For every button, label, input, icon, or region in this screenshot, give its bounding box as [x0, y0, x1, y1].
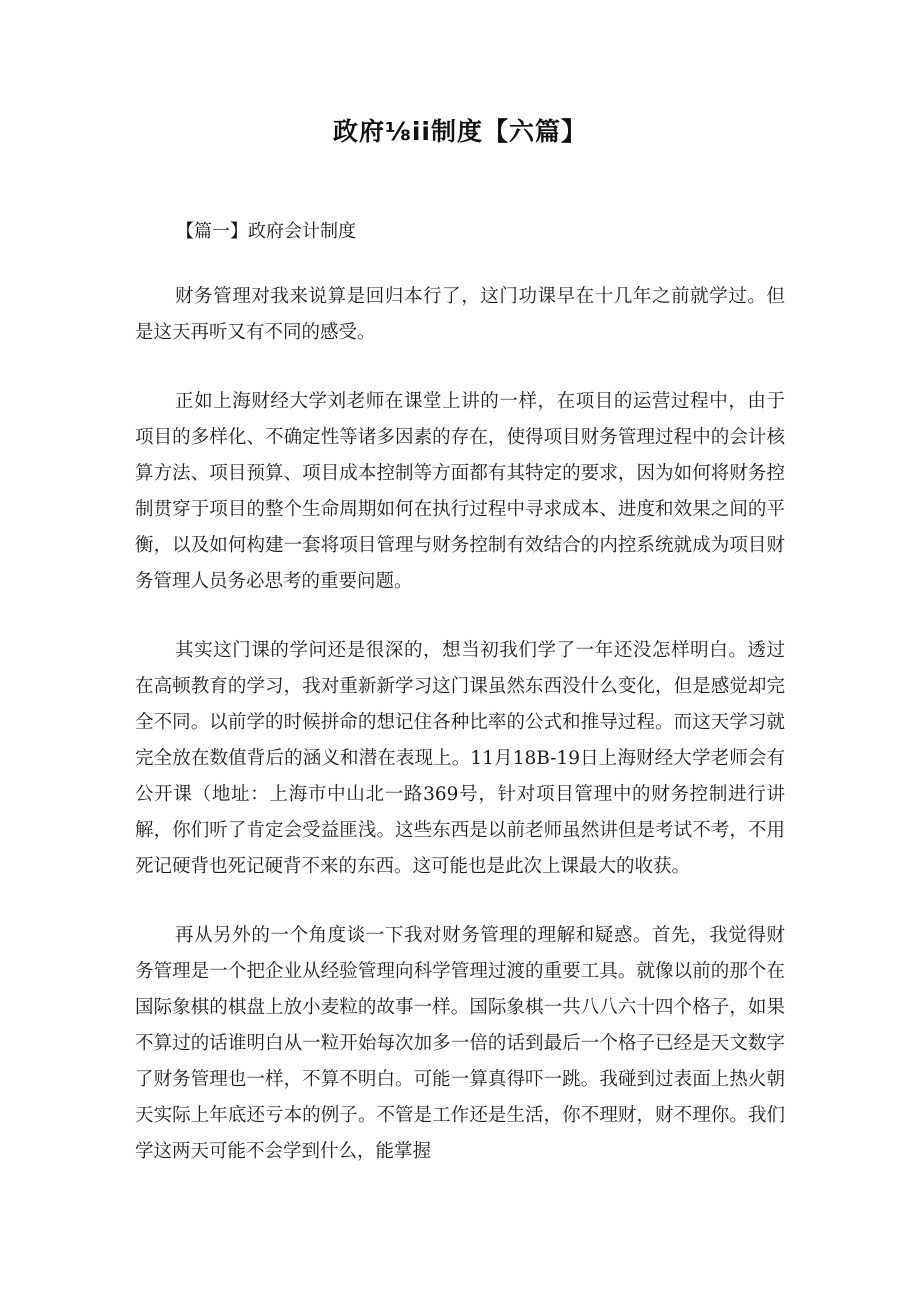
paragraph-2: 正如上海财经大学刘老师在课堂上讲的一样，在项目的运营过程中，由于项目的多样化、不确定性等诸多因素的存在，使得项目财务管理过程中的会计核算方法、项目预算、项目成本控制等方面都有其特定的要求，因为如何将财务控制贯穿于项目的整个生命周期如何在执行过程中寻求成本、进度和效果之间的平衡，以及如何构建一套将项目管理与财务控制有效结合的内控系统就成为项目财务管理人员务必思考的重要问题。 — [135, 391, 785, 592]
paragraph-4: 再从另外的一个角度谈一下我对财务管理的理解和疑惑。首先，我觉得财务管理是一个把企业从经验管理向科学管理过渡的重要工具。就像以前的那个在国际象棋的棋盘上放小麦粒的故事一样。国际象棋一共八八六十四个格子，如果不算过的话谁明白从一粒开始每次加多一倍的话到最后一个格子已经是天文数字了财务管理也一样，不算不明白。可能一算真得吓一跳。我碰到过表面上热火朝天实际上年底还亏本的例子。不管是工作还是生活，你不理财，财不理你。我们学这两天可能不会学到什么，能掌握 — [135, 925, 785, 1162]
document-body — [135, 279, 785, 1203]
paragraph-3: 其实这门课的学问还是很深的，想当初我们学了一年还没怎样明白。透过在高顿教育的学习，我对重新新学习这门课虽然东西没什么变化，但是感觉却完全不同。以前学的时候拼命的想记住各种比率的公式和推导过程。而这天学习就完全放在数值背后的涵义和潜在表现上。11月18B-19日上海财经大学老师会有公开课（地址：上海市中山北一路369号，针对项目管理中的财务控制进行讲解，你们听了肯定会受益匪浅。这些东西是以前老师虽然讲但是考试不考，不用死记硬背也死记硬背不来的东西。这可能也是此次上课最大的收获。 — [135, 640, 785, 877]
section-heading: 【篇一】政府会计制度 — [176, 221, 356, 242]
document-title: 政府⅛ii制度【六篇】 — [332, 117, 588, 146]
paragraph-1: 财务管理对我来说算是回归本行了，这门功课早在十几年之前就学过。但是这天再听又有不同的感受。 — [135, 286, 785, 343]
